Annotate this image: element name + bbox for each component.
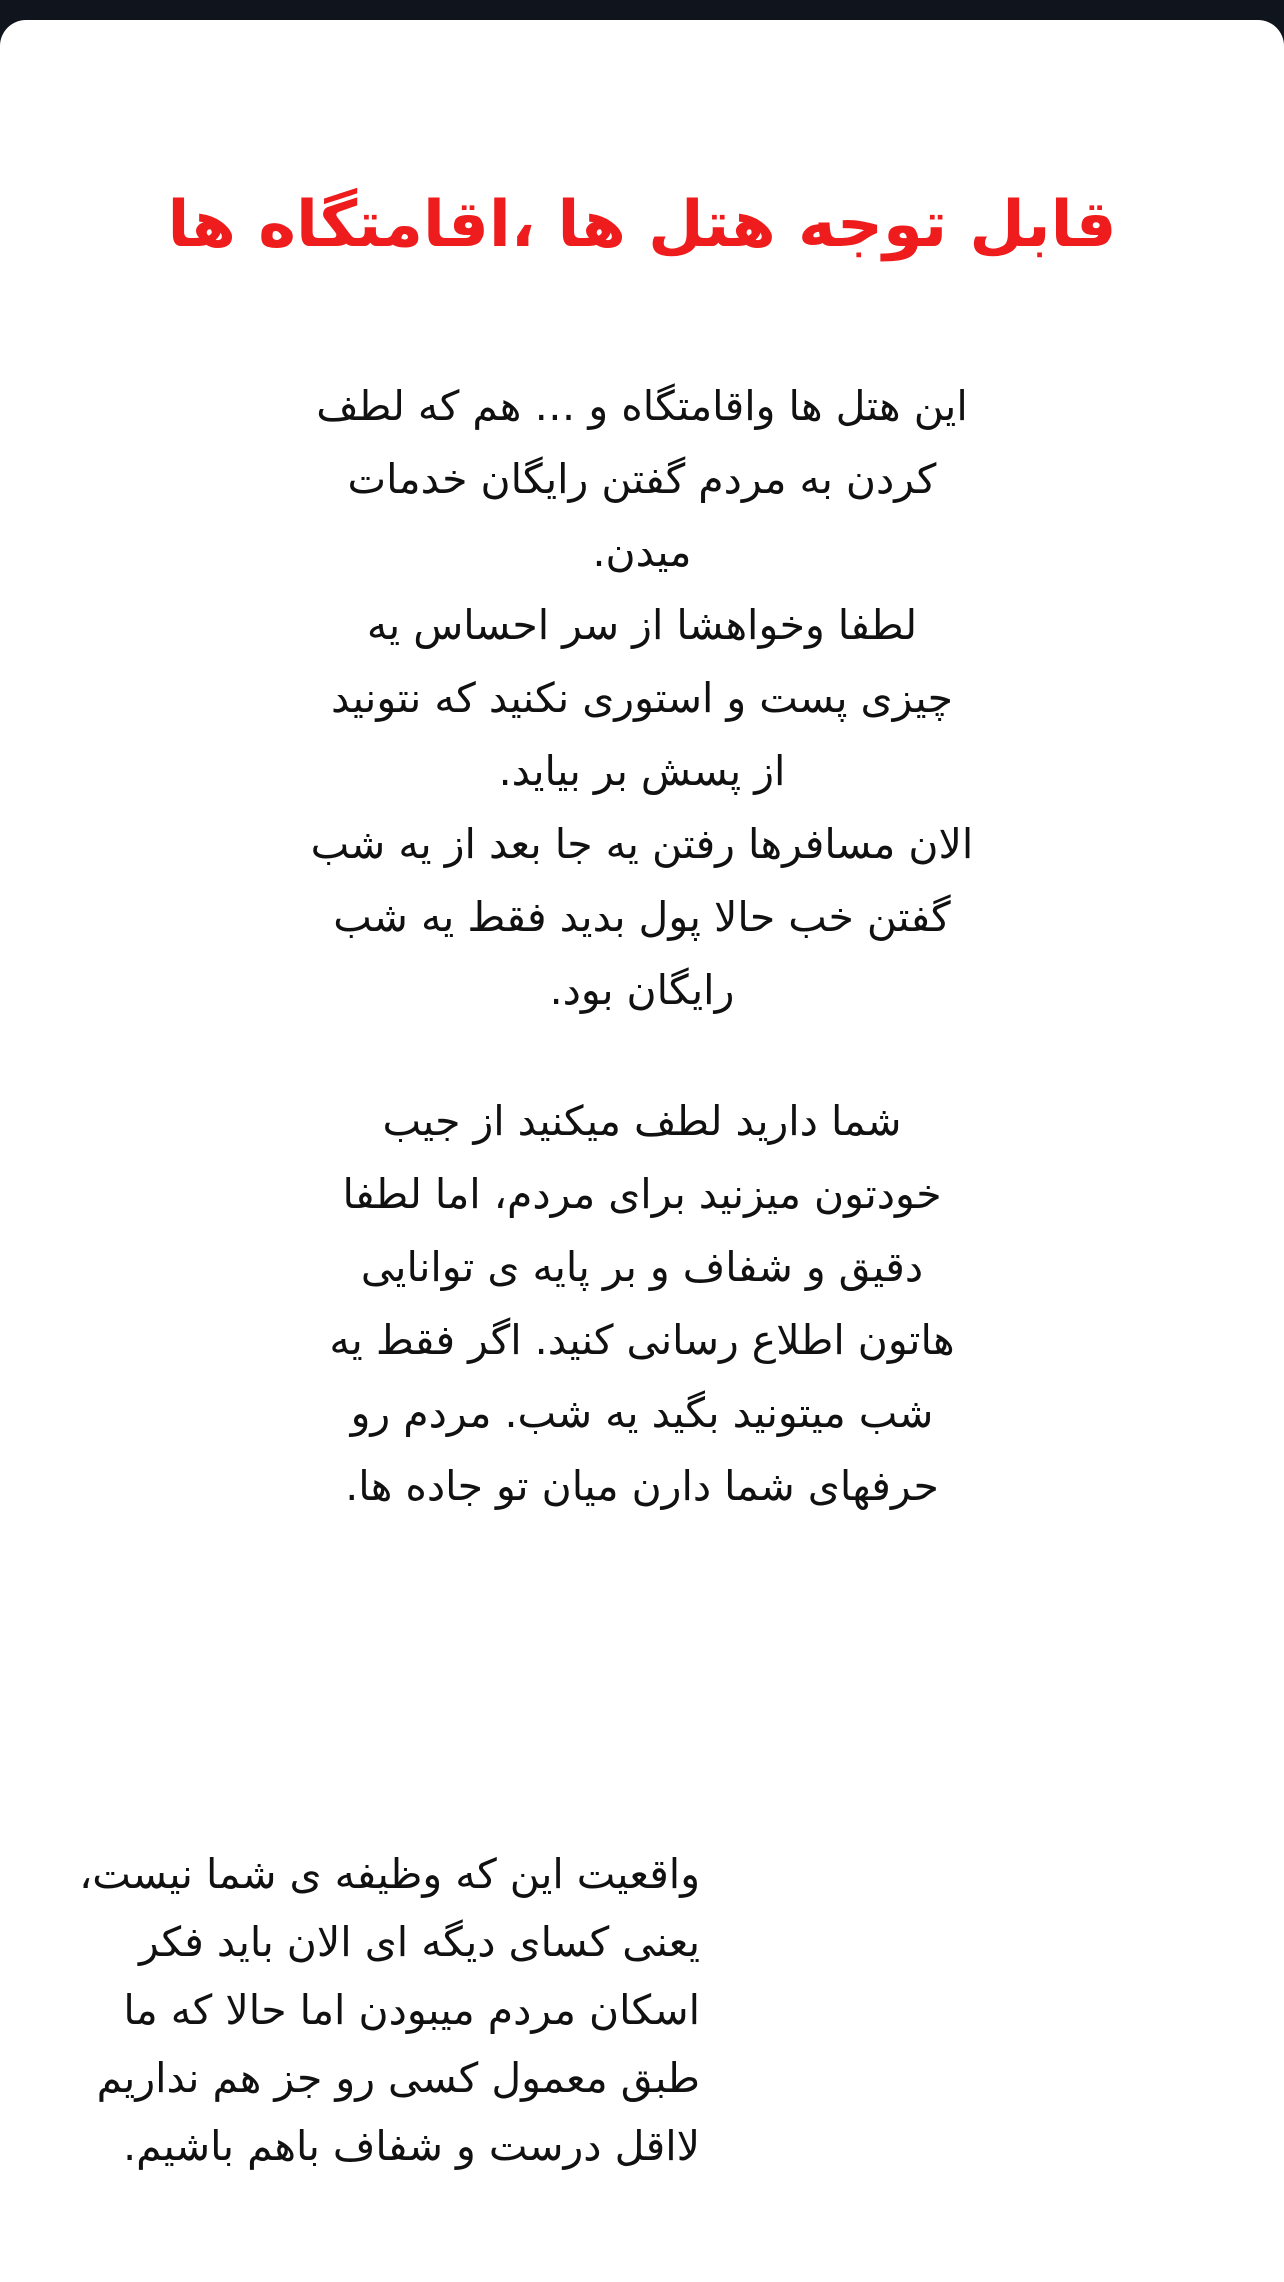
story-paragraph-3 xyxy=(40,1840,700,2180)
story-title: قابل توجه هتل ها ،اقامتگاه ها xyxy=(167,188,1117,262)
text-line: شب میتونید بگید یه شب. مردم رو xyxy=(350,1389,934,1437)
text-line: کردن به مردم گفتن رایگان خدمات xyxy=(347,455,937,503)
text-line: این هتل ها واقامتگاه و … هم که لطف xyxy=(316,382,968,430)
text-line: واقعیت این که وظیفه ی شما نیست، xyxy=(79,1850,700,1898)
text-line: گفتن خب حالا پول بدید فقط یه شب xyxy=(333,893,951,941)
text-line: شما دارید لطف میکنید از جیب xyxy=(382,1097,902,1145)
text-line: لااقل درست و شفاف باهم باشیم. xyxy=(123,2122,700,2170)
text-line: هاتون اطلاع رسانی کنید. اگر فقط یه xyxy=(329,1316,955,1364)
text-line: از پسش بر بیاید. xyxy=(498,747,786,795)
text-line: دقیق و شفاف و بر پایه ی توانایی xyxy=(360,1243,924,1291)
story-paragraph-2 xyxy=(300,1085,984,1523)
text-line: میدن. xyxy=(592,528,692,576)
text-line: خودتون میزنید برای مردم، اما لطفا xyxy=(342,1170,942,1218)
text-line: حرفهای شما دارن میان تو جاده ها. xyxy=(345,1462,939,1510)
story-card xyxy=(0,20,1284,2282)
text-line: لطفا وخواهشا از سر احساس یه xyxy=(366,601,918,649)
text-line: الان مسافرها رفتن یه جا بعد از یه شب xyxy=(310,820,974,868)
text-line: طبق معمول کسی رو جز هم نداریم xyxy=(96,2054,700,2102)
story-paragraph-1 xyxy=(300,370,984,1027)
text-line: یعنی کسای دیگه ای الان باید فکر xyxy=(139,1918,700,1966)
text-line: اسکان مردم میبودن اما حالا که ما xyxy=(123,1986,700,2034)
text-line: رایگان بود. xyxy=(549,966,735,1014)
text-line: چیزی پست و استوری نکنید که نتونید xyxy=(331,674,953,722)
